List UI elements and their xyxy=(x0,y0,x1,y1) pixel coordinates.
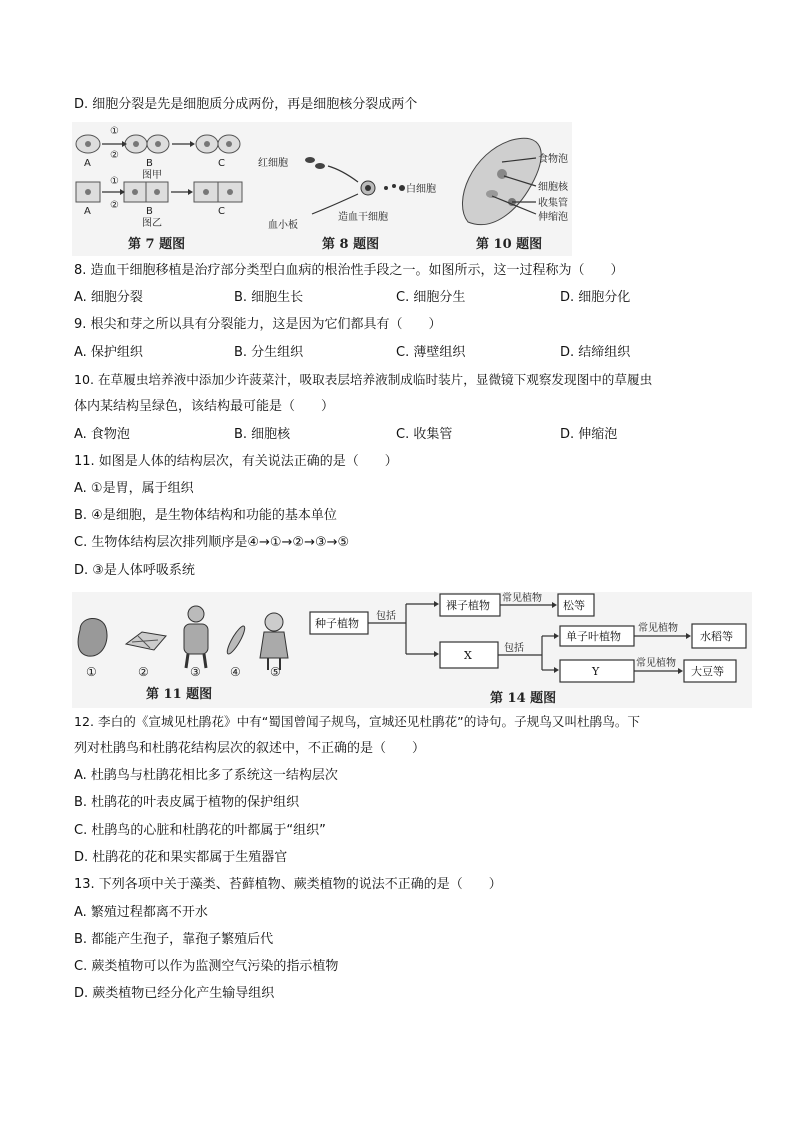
fig11-n4: ④ xyxy=(230,665,241,679)
fig7-label-a-b: A xyxy=(84,206,91,217)
q13-option-c: C. 蕨类植物可以作为监测空气污染的指示植物 xyxy=(74,959,339,974)
fig7-label-a: A xyxy=(84,158,91,169)
fig7-step2: ② xyxy=(110,150,119,161)
fig11-n2: ② xyxy=(138,665,149,679)
fig11-n3: ③ xyxy=(190,665,201,679)
fig11-n1: ① xyxy=(86,665,97,679)
q8-option-d: D. 细胞分化 xyxy=(560,290,631,305)
q8-option-c: C. 细胞分生 xyxy=(396,290,466,305)
fig7-sub1: 图甲 xyxy=(142,170,162,181)
fig10-label-nucleus: 细胞核 xyxy=(538,182,568,193)
fig14-common2: 常见植物 xyxy=(638,623,678,634)
q9-option-c: C. 薄壁组织 xyxy=(396,345,466,360)
q10-option-b: B. 细胞核 xyxy=(234,427,291,442)
seed-plant-label: 种子植物 xyxy=(315,617,359,630)
q8-option-b: B. 细胞生长 xyxy=(234,290,304,305)
q10-option-c: C. 收集管 xyxy=(396,427,453,442)
q10-option-d: D. 伸缩泡 xyxy=(560,427,618,442)
soybean-label: 大豆等 xyxy=(691,665,724,678)
fig14-include2: 包括 xyxy=(504,643,524,654)
fig7-label-c-b: C xyxy=(218,206,225,217)
monocot-label: 单子叶植物 xyxy=(566,630,621,643)
q10-stem-line1: 10. 在草履虫培养液中添加少许菠菜汁，吸取表层培养液制成临时装片，显微镜下观察发现图中的草履虫 xyxy=(74,372,653,387)
fig10-label-collect: 收集管 xyxy=(538,198,568,209)
fig14-common3: 常见植物 xyxy=(636,658,676,669)
fig7-caption: 第 7 题图 xyxy=(128,237,186,252)
fig14-caption: 第 14 题图 xyxy=(490,691,557,706)
q10-stem-line2: 体内某结构呈绿色，该结构最可能是（ ） xyxy=(74,399,335,414)
q9-option-b: B. 分生组织 xyxy=(234,345,304,360)
x-label: X xyxy=(464,649,472,662)
q13-option-b: B. 都能产生孢子，靠孢子繁殖后代 xyxy=(74,932,274,947)
q11-option-d: D. ③是人体呼吸系统 xyxy=(74,563,195,578)
figure-strip-11-14 xyxy=(72,592,752,708)
fig8-stem-label: 造血干细胞 xyxy=(338,212,388,223)
q9-option-a: A. 保护组织 xyxy=(74,345,143,360)
q12-stem-line2: 列对杜鹃鸟和杜鹃花结构层次的叙述中，不正确的是（ ） xyxy=(74,741,426,756)
q11-stem: 11. 如图是人体的结构层次，有关说法正确的是（ ） xyxy=(74,454,398,469)
q8-option-a: A. 细胞分裂 xyxy=(74,290,143,305)
fig14-include1: 包括 xyxy=(376,611,396,622)
q11-option-b: B. ④是细胞，是生物体结构和功能的基本单位 xyxy=(74,508,337,523)
fig8-red-label: 红细胞 xyxy=(258,158,288,169)
rice-label: 水稻等 xyxy=(700,630,733,643)
fig10-caption: 第 10 题图 xyxy=(476,237,543,252)
fig7-sub2: 图乙 xyxy=(142,218,162,229)
fig7-step1-b: ① xyxy=(110,176,119,187)
fig11-n5: ⑤ xyxy=(270,665,281,679)
q13-option-a: A. 繁殖过程都离不开水 xyxy=(74,905,208,920)
q9-stem: 9. 根尖和芽之所以具有分裂能力，这是因为它们都具有（ ） xyxy=(74,317,442,332)
fig7-label-c: C xyxy=(218,158,225,169)
q11-option-a: A. ①是胃，属于组织 xyxy=(74,481,194,496)
figure-strip-7-8-10 xyxy=(72,122,572,256)
fig8-white-label: 白细胞 xyxy=(406,184,436,195)
fig7-label-b: B xyxy=(146,158,153,169)
q12-option-c: C. 杜鹃鸟的心脏和杜鹃花的叶都属于“组织” xyxy=(74,823,326,838)
fig7-step2-b: ② xyxy=(110,200,119,211)
fig8-caption: 第 8 题图 xyxy=(322,237,380,252)
fig14-common1: 常见植物 xyxy=(502,593,542,604)
q7-option-d: D. 细胞分裂是先是细胞质分成两份，再是细胞核分裂成两个 xyxy=(74,97,418,112)
fig10-label-food: 食物泡 xyxy=(538,154,568,165)
fig7-label-b-b: B xyxy=(146,206,153,217)
y-label: Y xyxy=(592,665,600,678)
fig11-caption: 第 11 题图 xyxy=(146,687,213,702)
q9-option-d: D. 结缔组织 xyxy=(560,345,631,360)
q12-option-b: B. 杜鹃花的叶表皮属于植物的保护组织 xyxy=(74,795,300,810)
q8-stem: 8. 造血干细胞移植是治疗部分类型白血病的根治性手段之一。如图所示，这一过程称为（ ） xyxy=(74,263,624,278)
q11-option-c: C. 生物体结构层次排列顺序是④→①→②→③→⑤ xyxy=(74,535,350,550)
q12-stem-line1: 12. 李白的《宣城见杜鹃花》中有“蜀国曾闻子规鸟，宣城还见杜鹃花”的诗句。子规鸟又叫杜鹃鸟。下 xyxy=(74,714,641,729)
q13-option-d: D. 蕨类植物已经分化产生输导组织 xyxy=(74,986,275,1001)
fig10-label-vacuole: 伸缩泡 xyxy=(538,212,568,223)
q13-stem: 13. 下列各项中关于藻类、苔藓植物、蕨类植物的说法不正确的是（ ） xyxy=(74,877,502,892)
q12-option-d: D. 杜鹃花的花和果实都属于生殖器官 xyxy=(74,850,288,865)
pine-label: 松等 xyxy=(563,599,585,612)
fig8-platelet-label: 血小板 xyxy=(268,220,298,231)
gymnosperm-label: 裸子植物 xyxy=(446,599,490,612)
q10-option-a: A. 食物泡 xyxy=(74,427,130,442)
q12-option-a: A. 杜鹃鸟与杜鹃花相比多了系统这一结构层次 xyxy=(74,768,338,783)
fig7-step1: ① xyxy=(110,126,119,137)
